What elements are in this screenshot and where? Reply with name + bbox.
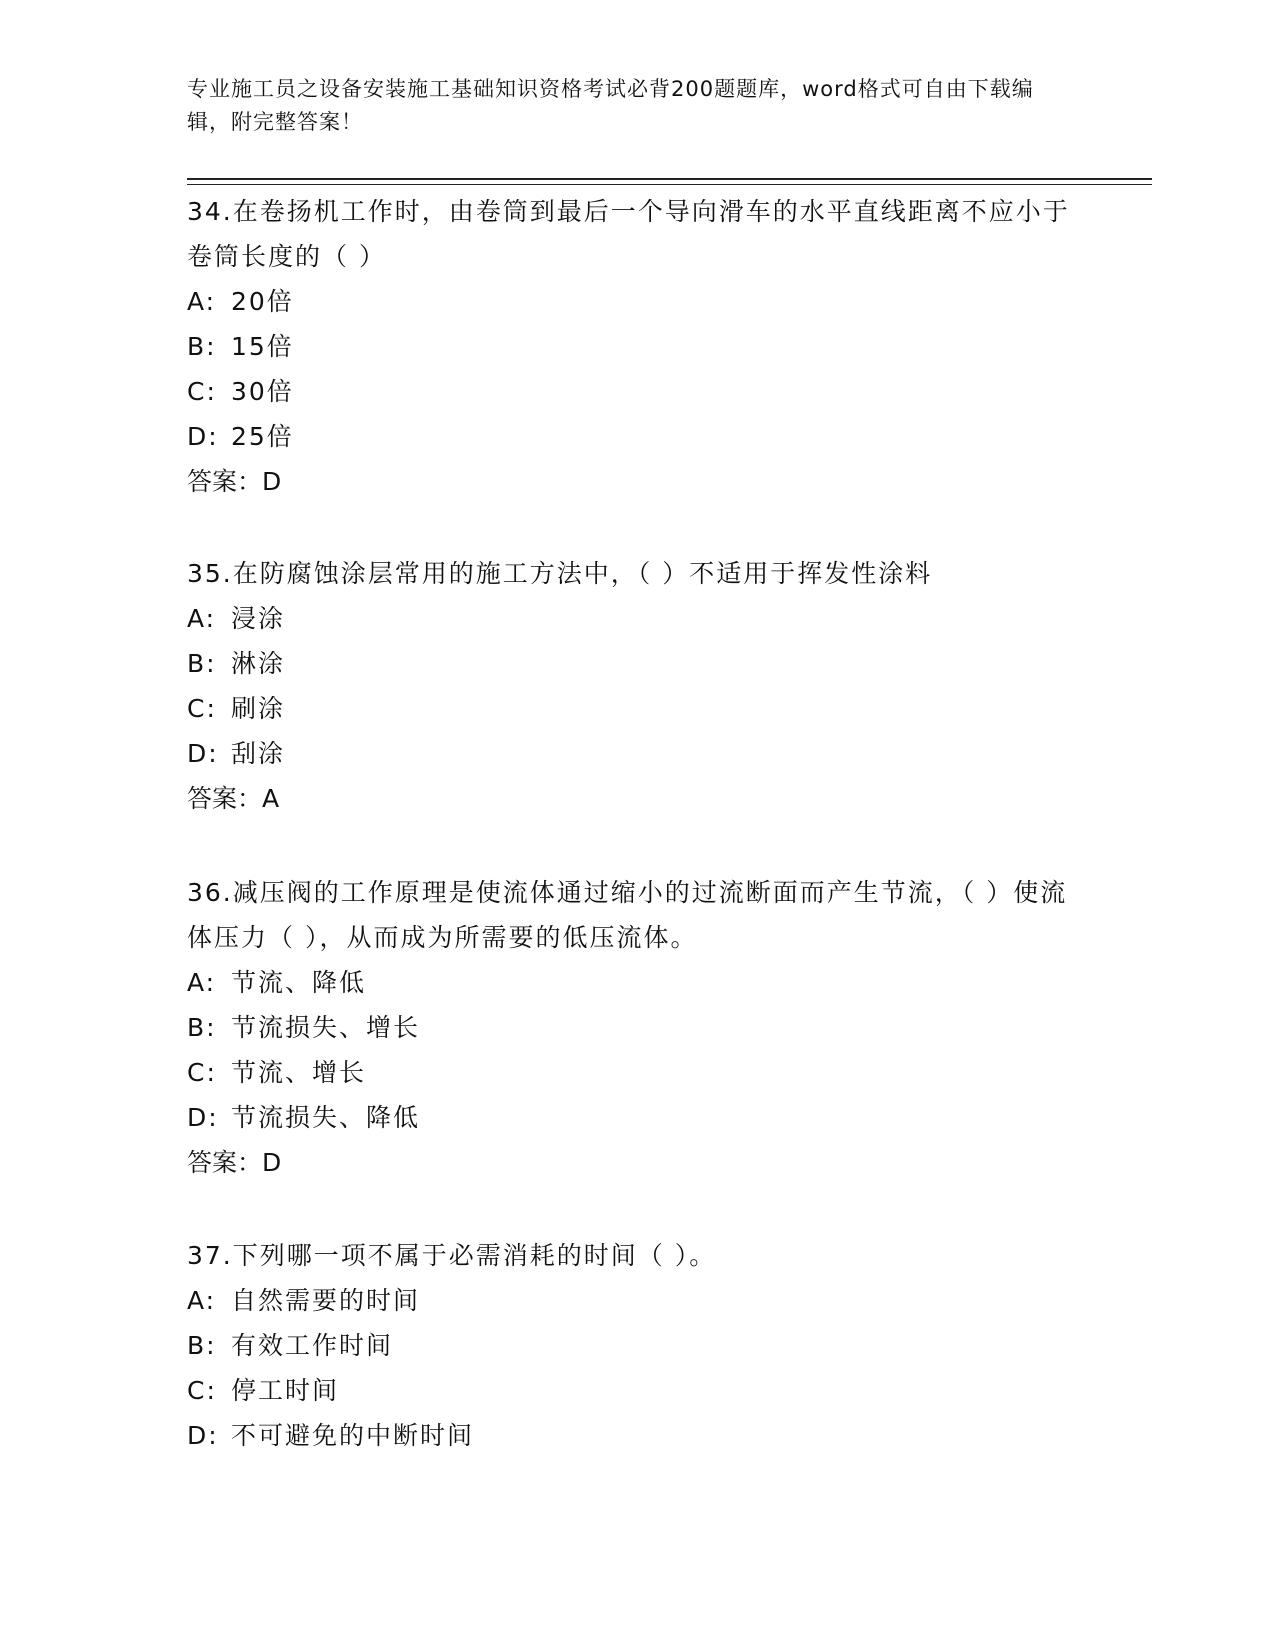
option-text: 淋涂 [231,649,286,678]
option-b [187,1323,1087,1368]
option-text: 节流损失、降低 [231,1103,421,1132]
option-text: 不可避免的中断时间 [231,1421,475,1450]
option-text: 节流、增长 [231,1058,367,1087]
option-text: 15倍 [231,332,294,361]
question-35 [187,551,1087,821]
option-a [187,279,1087,324]
option-d [187,1095,1087,1140]
option-a [187,1278,1087,1323]
option-d [187,1413,1087,1458]
header-divider-thick [187,178,1152,180]
option-text: 30倍 [231,377,294,406]
option-label: C: [187,1376,217,1405]
option-text: 刷涂 [231,694,286,723]
answer-line: 答案：A [187,784,280,813]
question-stem: 37.下列哪一项不属于必需消耗的时间（ ）。 [187,1241,717,1270]
question-stem: 34.在卷扬机工作时，由卷筒到最后一个导向滑车的水平直线距离不应小于卷筒长度的（ ） [187,197,1070,271]
question-36 [187,870,1087,1185]
option-label: B: [187,1331,217,1360]
answer-line: 答案：D [187,1148,282,1177]
option-text: 有效工作时间 [231,1331,394,1360]
option-text: 浸涂 [231,604,286,633]
option-label: D: [187,739,219,768]
option-text: 节流损失、增长 [231,1013,421,1042]
question-stem: 36.减压阀的工作原理是使流体通过缩小的过流断面而产生节流，（ ）使流体压力（ ），从而成为所需要的低压流体。 [187,878,1068,952]
option-c [187,686,1087,731]
option-c [187,1368,1087,1413]
option-text: 20倍 [231,287,294,316]
option-label: B: [187,332,217,361]
document-header: 专业施工员之设备安装施工基础知识资格考试必背200题题库，word格式可自由下载编辑，附完整答案！ [187,77,1034,134]
option-text: 刮涂 [231,739,286,768]
option-d [187,414,1087,459]
option-a [187,960,1087,1005]
answer-line: 答案：D [187,467,282,496]
question-stem: 35.在防腐蚀涂层常用的施工方法中，（ ）不适用于挥发性涂料 [187,559,933,588]
option-b [187,641,1087,686]
option-text: 停工时间 [231,1376,340,1405]
header-divider-thin [187,184,1152,185]
option-label: A: [187,604,217,633]
option-label: A: [187,1286,217,1315]
option-text: 节流、降低 [231,968,367,997]
option-label: D: [187,1103,219,1132]
option-text: 自然需要的时间 [231,1286,421,1315]
option-label: B: [187,649,217,678]
option-b [187,324,1087,369]
option-d [187,731,1087,776]
option-c [187,369,1087,414]
option-text: 25倍 [231,422,294,451]
option-label: A: [187,287,217,316]
option-label: A: [187,968,217,997]
question-37 [187,1233,1087,1458]
option-label: C: [187,694,217,723]
option-a [187,596,1087,641]
question-34 [187,189,1087,504]
option-b [187,1005,1087,1050]
option-label: D: [187,1421,219,1450]
option-label: D: [187,422,219,451]
option-label: C: [187,1058,217,1087]
option-c [187,1050,1087,1095]
option-label: B: [187,1013,217,1042]
option-label: C: [187,377,217,406]
